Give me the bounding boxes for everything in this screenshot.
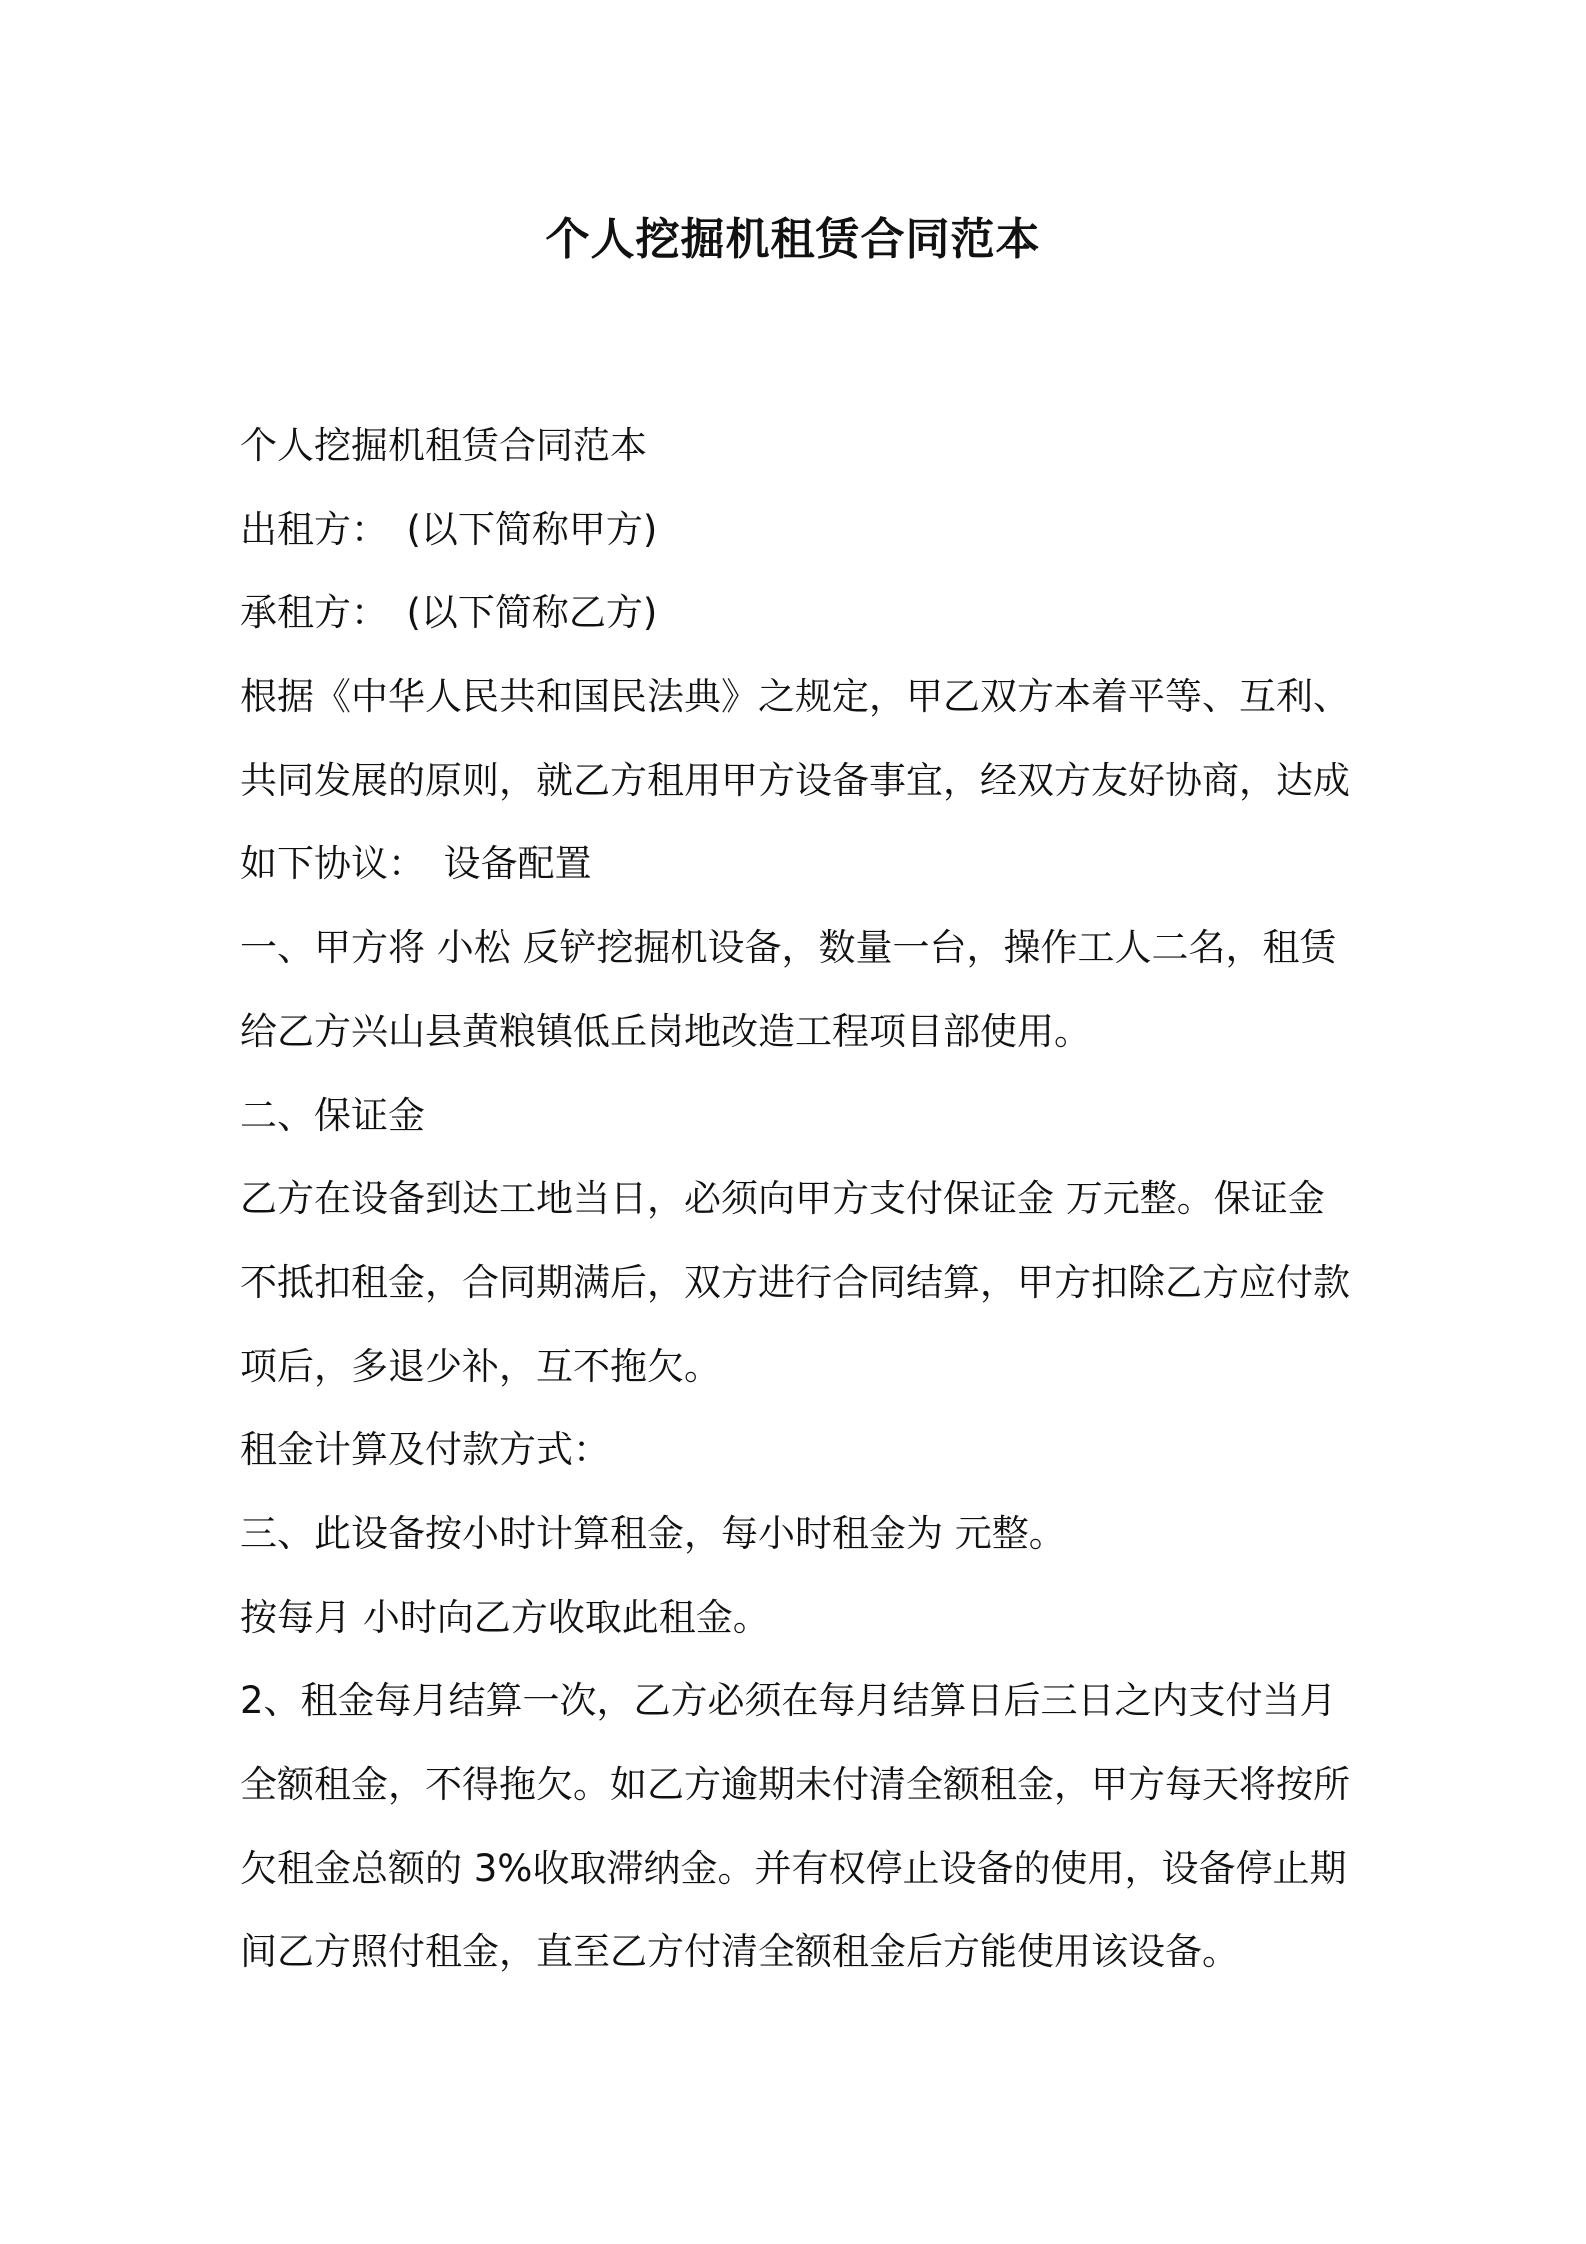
body-line: 如下协议： 设备配置 xyxy=(240,842,592,886)
body-line: 按每月 小时向乙方收取此租金。 xyxy=(240,1595,770,1639)
body-line: 租金计算及付款方式： xyxy=(240,1428,610,1472)
document-body xyxy=(240,404,1360,1994)
body-line: 给乙方兴山县黄粮镇低丘岗地改造工程项目部使用。 xyxy=(240,1009,1091,1053)
body-line: 共同发展的原则，就乙方租用甲方设备事宜，经双方友好协商，达成 xyxy=(240,758,1350,802)
body-line: 一、甲方将 小松 反铲挖掘机设备，数量一台，操作工人二名，租赁 xyxy=(240,926,1337,970)
body-line: 不抵扣租金，合同期满后，双方进行合同结算，甲方扣除乙方应付款 xyxy=(240,1260,1350,1304)
body-line: 出租方： (以下简称甲方) xyxy=(240,507,658,551)
body-line: 欠租金总额的 3%收取滞纳金。并有权停止设备的使用，设备停止期 xyxy=(240,1846,1347,1890)
body-line: 三、此设备按小时计算租金，每小时租金为 元整。 xyxy=(240,1511,1066,1555)
body-line: 根据《中华人民共和国民法典》之规定，甲乙双方本着平等、互利、 xyxy=(240,675,1350,719)
body-line: 二、保证金 xyxy=(240,1093,425,1137)
body-line: 全额租金，不得拖欠。如乙方逾期未付清全额租金，甲方每天将按所 xyxy=(240,1763,1350,1806)
body-line: 承租方： (以下简称乙方) xyxy=(240,591,658,635)
body-line: 间乙方照付租金，直至乙方付清全额租金后方能使用该设备。 xyxy=(240,1930,1239,1974)
body-line: 项后，多退少补，互不拖欠。 xyxy=(240,1344,721,1388)
body-line: 个人挖掘机租赁合同范本 xyxy=(240,424,647,467)
document-title: 个人挖掘机租赁合同范本 xyxy=(545,214,1041,265)
body-line: 乙方在设备到达工地当日，必须向甲方支付保证金 万元整。保证金 xyxy=(240,1177,1325,1221)
body-line: 2、租金每月结算一次，乙方必须在每月结算日后三日之内支付当月 xyxy=(240,1679,1337,1723)
